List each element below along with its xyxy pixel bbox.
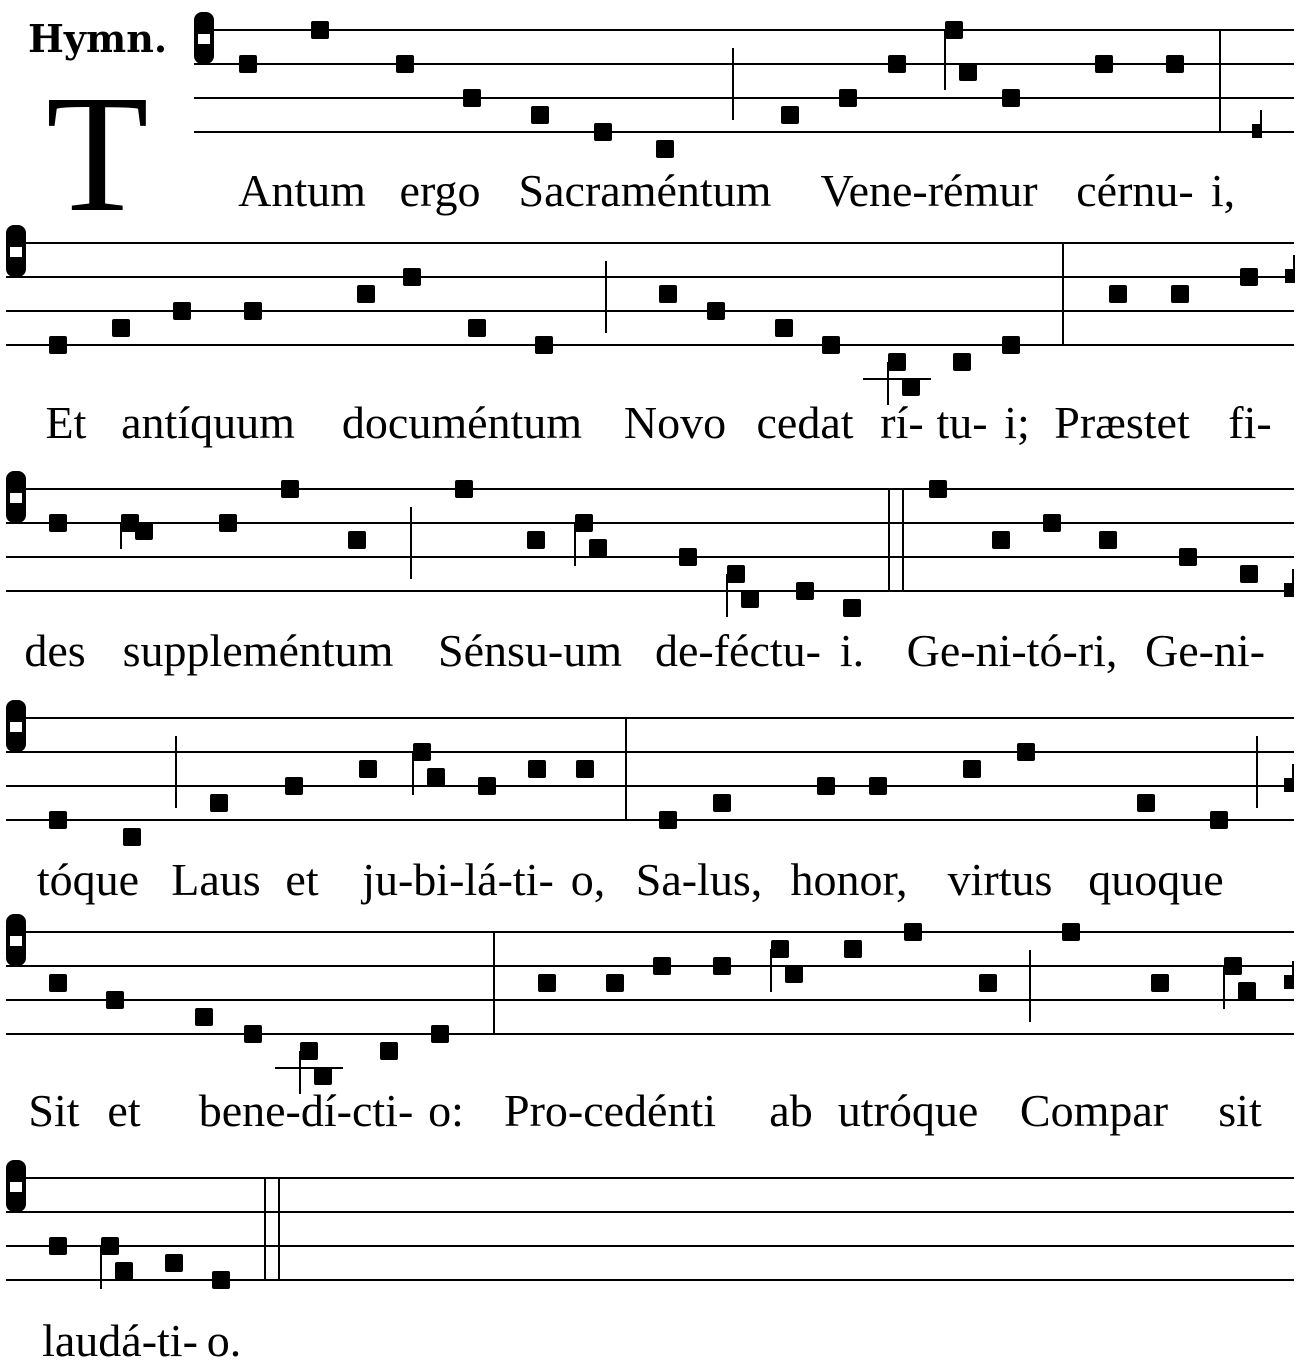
- syllable: bene-dí-cti-: [198, 1085, 414, 1136]
- neume-note: [839, 89, 857, 107]
- neume-note: [244, 302, 262, 320]
- neume-note: [1095, 55, 1113, 73]
- neume-note: [963, 760, 981, 778]
- neume-note: [1002, 336, 1020, 354]
- syllable: Et: [45, 397, 87, 448]
- neume-note: [210, 794, 228, 812]
- neume-note: [796, 582, 814, 600]
- neume-note: [49, 811, 67, 829]
- neume-note: [1017, 743, 1035, 761]
- syllable: et: [107, 1085, 141, 1136]
- neume-note: [656, 140, 674, 158]
- neume-note: [380, 1042, 398, 1060]
- syllable: Novo: [623, 397, 727, 448]
- neume-note: [992, 531, 1010, 549]
- neume-note: [869, 777, 887, 795]
- neume-note: [945, 21, 963, 39]
- neume-note: [1151, 974, 1169, 992]
- neume-note: [659, 285, 677, 303]
- neume-note: [165, 1254, 183, 1272]
- syllable: Antum: [238, 165, 366, 216]
- neume-note: [979, 974, 997, 992]
- syllable: honor,: [790, 854, 908, 905]
- neume-note: [888, 55, 906, 73]
- syllable: fi-: [1228, 397, 1272, 448]
- neume-note: [101, 1237, 119, 1255]
- c-clef-notch: [10, 936, 22, 946]
- neume-note: [357, 285, 375, 303]
- syllable: Compar: [1019, 1085, 1169, 1136]
- neume-note: [1166, 55, 1184, 73]
- neume-note: [535, 336, 553, 354]
- syllable: ab: [769, 1085, 813, 1136]
- syllable: et: [285, 854, 319, 905]
- syllable: virtus: [947, 854, 1053, 905]
- syllable: laudá-ti-: [42, 1315, 198, 1366]
- neume-note: [219, 514, 237, 532]
- syllable: sit: [1218, 1085, 1262, 1136]
- neume-note: [1240, 565, 1258, 583]
- syllable: i.: [839, 625, 865, 676]
- neume-note: [594, 123, 612, 141]
- neume-note: [576, 760, 594, 778]
- neume-note: [528, 760, 546, 778]
- neume-note: [771, 940, 789, 958]
- syllable: tu-: [936, 397, 988, 448]
- neume-note: [727, 565, 745, 583]
- initial-letter: T: [46, 61, 149, 247]
- neume-note: [713, 957, 731, 975]
- neume-note: [212, 1271, 230, 1289]
- neume-note: [679, 548, 697, 566]
- neume-note: [281, 480, 299, 498]
- neume-note: [244, 1025, 262, 1043]
- c-clef-notch: [10, 247, 22, 257]
- neume-note: [888, 353, 906, 371]
- neume-note: [959, 63, 977, 81]
- neume-note: [1210, 811, 1228, 829]
- neume-note: [195, 1008, 213, 1026]
- neume-note: [1240, 268, 1258, 286]
- syllable: Ge-ni-: [1144, 625, 1266, 676]
- neume-note: [538, 974, 556, 992]
- syllable: des: [24, 625, 86, 676]
- neume-note: [822, 336, 840, 354]
- neume-note: [1109, 285, 1127, 303]
- neume-note: [427, 768, 445, 786]
- syllable: Vene-rémur: [820, 165, 1038, 216]
- neume-note: [844, 940, 862, 958]
- neume-note: [396, 55, 414, 73]
- neume-note: [49, 1237, 67, 1255]
- syllable: ergo: [399, 165, 481, 216]
- syllable: cérnu-: [1076, 165, 1194, 216]
- neume-note: [707, 302, 725, 320]
- syllable: o,: [570, 854, 606, 905]
- neume-note: [348, 531, 366, 549]
- neume-note: [775, 319, 793, 337]
- neume-note: [413, 743, 431, 761]
- neume-note: [431, 1025, 449, 1043]
- neume-note: [135, 522, 153, 540]
- syllable: Laus: [171, 854, 261, 905]
- c-clef-notch: [10, 493, 22, 503]
- neume-note: [239, 55, 257, 73]
- neume-note: [785, 965, 803, 983]
- syllable: Sit: [28, 1085, 80, 1136]
- syllable: antíquum: [121, 397, 295, 448]
- neume-note: [300, 1042, 318, 1060]
- neume-note: [1137, 794, 1155, 812]
- neume-note: [904, 923, 922, 941]
- syllable: Sacraméntum: [518, 165, 772, 216]
- neume-note: [115, 1262, 133, 1280]
- neume-note: [285, 777, 303, 795]
- neume-note: [106, 991, 124, 1009]
- syllable: utróque: [837, 1085, 979, 1136]
- neume-note: [902, 378, 920, 396]
- neume-note: [575, 514, 593, 532]
- neume-note: [713, 794, 731, 812]
- syllable: rí-: [880, 397, 924, 448]
- neume-note: [653, 957, 671, 975]
- neume-note: [1062, 923, 1080, 941]
- syllable: Præstet: [1054, 397, 1190, 448]
- neume-note: [589, 539, 607, 557]
- neume-note: [817, 777, 835, 795]
- neume-note: [1179, 548, 1197, 566]
- syllable: o:: [428, 1085, 464, 1136]
- neume-note: [531, 106, 549, 124]
- c-clef-notch: [10, 1182, 22, 1192]
- neume-note: [843, 599, 861, 617]
- syllable: Ge-ni-tó-ri,: [906, 625, 1118, 676]
- c-clef-notch: [198, 34, 210, 44]
- c-clef-notch: [10, 722, 22, 732]
- syllable: Pro-cedénti: [503, 1085, 717, 1136]
- syllable: o.: [206, 1315, 242, 1366]
- neume-note: [359, 760, 377, 778]
- neume-note: [527, 531, 545, 549]
- neume-note: [478, 777, 496, 795]
- neume-note: [606, 974, 624, 992]
- neume-note: [929, 480, 947, 498]
- neume-note: [112, 319, 130, 337]
- neume-note: [659, 811, 677, 829]
- syllable: ju-bi-lá-ti-: [362, 854, 554, 905]
- neume-note: [1238, 982, 1256, 1000]
- neume-note: [1099, 531, 1117, 549]
- neume-note: [1002, 89, 1020, 107]
- neume-note: [49, 336, 67, 354]
- syllable: tóque: [36, 854, 140, 905]
- neume-note: [1043, 514, 1061, 532]
- hymn-label: Hymn.: [28, 16, 168, 61]
- syllable: de-féctu-: [655, 625, 821, 676]
- neume-note: [741, 590, 759, 608]
- neume-note: [123, 828, 141, 846]
- neume-note: [953, 353, 971, 371]
- syllable: cedat: [756, 397, 854, 448]
- syllable: i;: [1004, 397, 1030, 448]
- neume-note: [173, 302, 191, 320]
- syllable: Sénsu-um: [438, 625, 622, 676]
- neume-note: [468, 319, 486, 337]
- neume-note: [781, 106, 799, 124]
- syllable: documéntum: [341, 397, 583, 448]
- neume-note: [403, 268, 421, 286]
- syllable: quoque: [1088, 854, 1224, 905]
- neume-note: [311, 21, 329, 39]
- neume-note: [463, 89, 481, 107]
- neume-note: [49, 514, 67, 532]
- neume-note: [1171, 285, 1189, 303]
- syllable: Sa-lus,: [635, 854, 763, 905]
- neume-note: [49, 974, 67, 992]
- syllable: i,: [1210, 165, 1236, 216]
- neume-note: [1224, 957, 1242, 975]
- neume-note: [455, 480, 473, 498]
- syllable: suppleméntum: [122, 625, 394, 676]
- neume-note: [314, 1067, 332, 1085]
